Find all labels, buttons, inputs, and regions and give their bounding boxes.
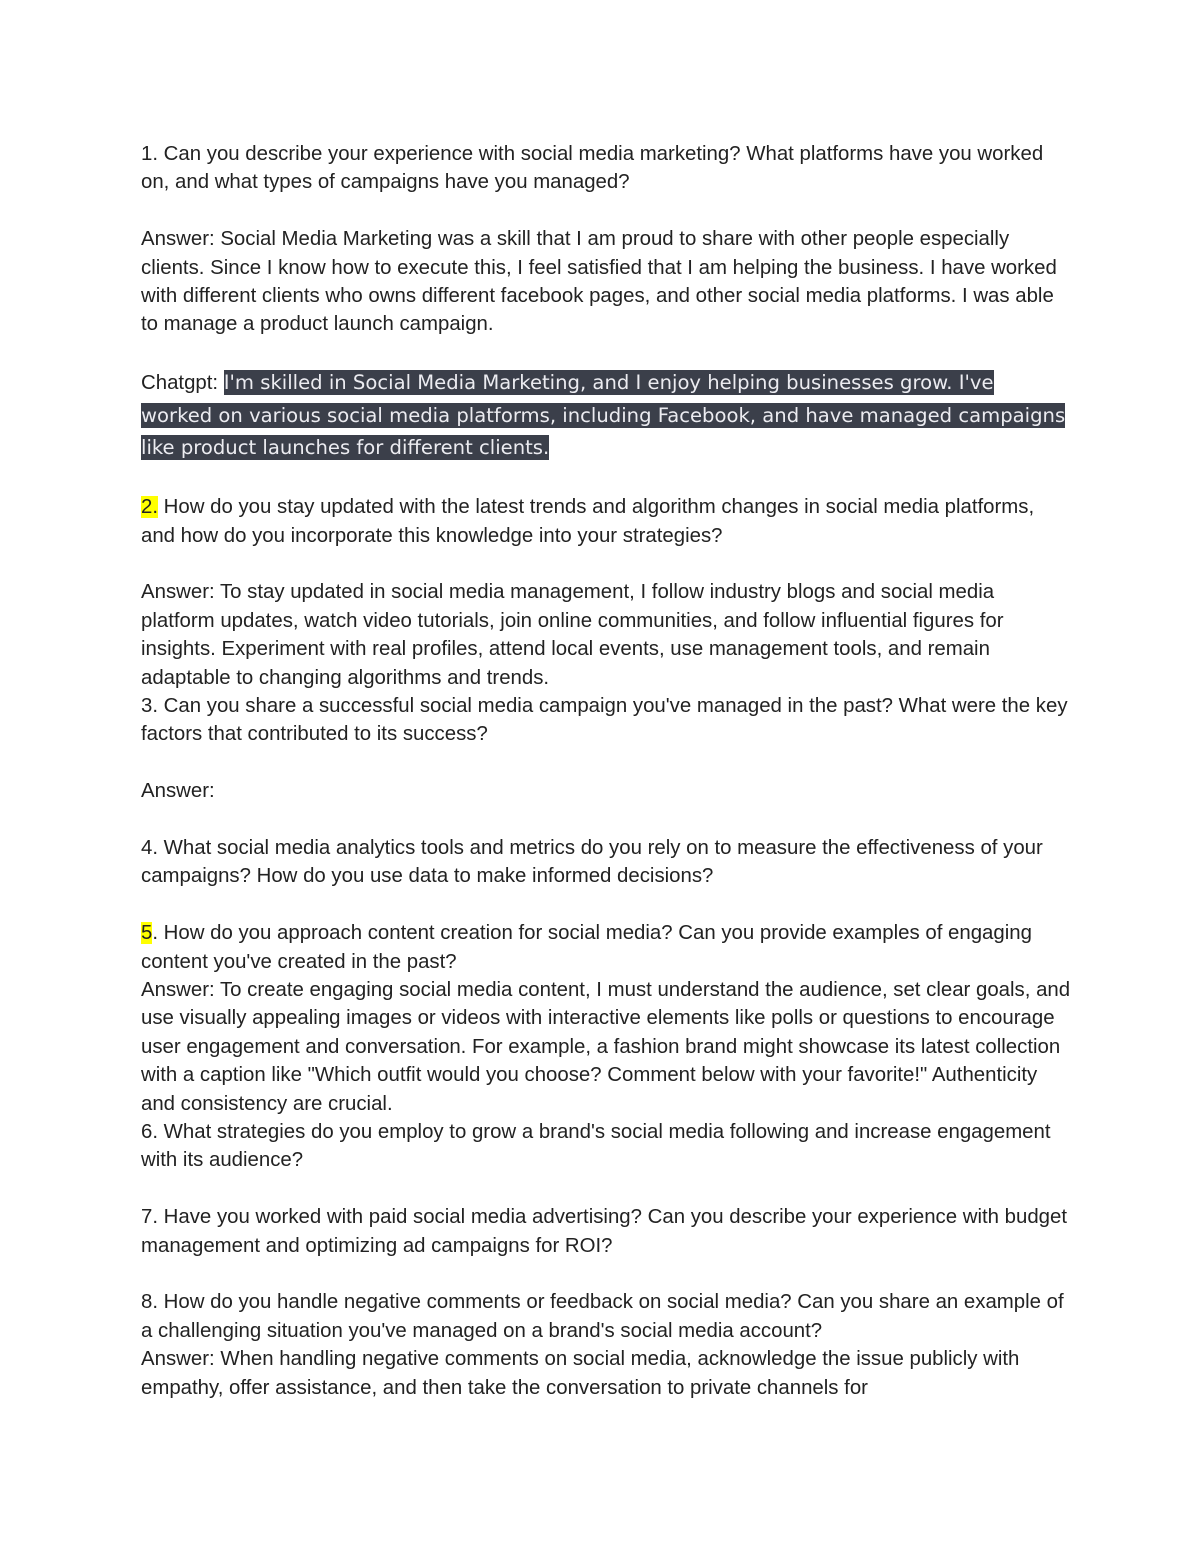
question-8-text: . How do you handle negative comments or feedback on social media? Can you share an example of a challenging situation you've managed on a brand's social media account?: [141, 1291, 1064, 1342]
chatgpt-label: Chatgpt:: [141, 372, 224, 395]
chatgpt-answer-1: [141, 367, 1071, 465]
question-2-text: How do you stay updated with the latest trends and algorithm changes in social media platforms, and how do you incorporate this knowledge into your strategies?: [141, 496, 1035, 547]
question-1-text: . Can you describe your experience with social media marketing? What platforms have you worked on, and what types of campaigns have you managed?: [141, 143, 1044, 194]
answer-1: Answer: Social Media Marketing was a skill that I am proud to share with other people especially clients. Since I know how to execute this, I feel satisfied that I am helping the business. I have worked with different clients who owns different facebook pages, and other social media platforms. I was able to manage a product launch campaign.: [141, 228, 1057, 336]
question-7: [141, 1203, 1071, 1260]
answer-8: Answer: When handling negative comments on social media, acknowledge the issue publicly with empathy, offer assistance, and then take the conversation to private channels for: [141, 1348, 1020, 1399]
answer-3: Answer:: [141, 780, 215, 803]
question-8: [141, 1288, 1071, 1345]
question-6-text: . What strategies do you employ to grow a brand's social media following and increase engagement with its audience?: [141, 1120, 1051, 1172]
question-4-text: . What social media analytics tools and metrics do you rely on to measure the effectiveness of your campaigns? How do you use data to make informed decisions?: [141, 836, 1043, 888]
question-5: [141, 919, 1071, 976]
question-6: [141, 1118, 1071, 1175]
question-6-number: 6: [141, 1120, 153, 1143]
question-2-number: 2.: [141, 496, 159, 519]
question-3-text: . Can you share a successful social media campaign you've managed in the past? What were the key factors that contributed to its success?: [141, 694, 1068, 746]
question-8-number: 8: [141, 1291, 153, 1314]
question-7-text: . Have you worked with paid social media advertising? Can you describe your experience with budget management and optimizing ad campaigns for ROI?: [141, 1206, 1068, 1257]
question-2: [141, 493, 1071, 550]
question-5-number: 5: [141, 922, 153, 945]
question-5-text: . How do you approach content creation for social media? Can you provide examples of engaging content you've created in the past?: [141, 922, 1032, 973]
question-3: [141, 692, 1071, 749]
document-body: [141, 140, 1071, 1402]
question-4-number: 4: [141, 836, 153, 859]
answer-5: Answer: To create engaging social media content, I must understand the audience, set clear goals, and use visually appealing images or videos with interactive elements like polls or questions to encourage user engagement and conversation. For example, a fashion brand might showcase its latest collection with a caption like "Which outfit would you choose? Comment below with your favorite!" Authenticity and consistency are crucial.: [141, 978, 1071, 1115]
question-1: [141, 140, 1071, 197]
question-7-number: 7: [141, 1206, 153, 1229]
question-1-number: 1: [141, 143, 153, 165]
question-3-number: 3: [141, 694, 153, 717]
answer-2: Answer: To stay updated in social media management, I follow industry blogs and social media platform updates, watch video tutorials, join online communities, and follow influential figures for insights. Experiment with real profiles, attend local events, use management tools, and remain adaptable to changing algorithms and trends.: [141, 581, 1004, 689]
chatgpt-highlighted-text: I'm skilled in Social Media Marketing, and I enjoy helping businesses grow. I've worked on various social media platforms, including Facebook, and have managed campaigns like product launches for different clients.: [141, 371, 1066, 460]
question-4: [141, 834, 1071, 891]
